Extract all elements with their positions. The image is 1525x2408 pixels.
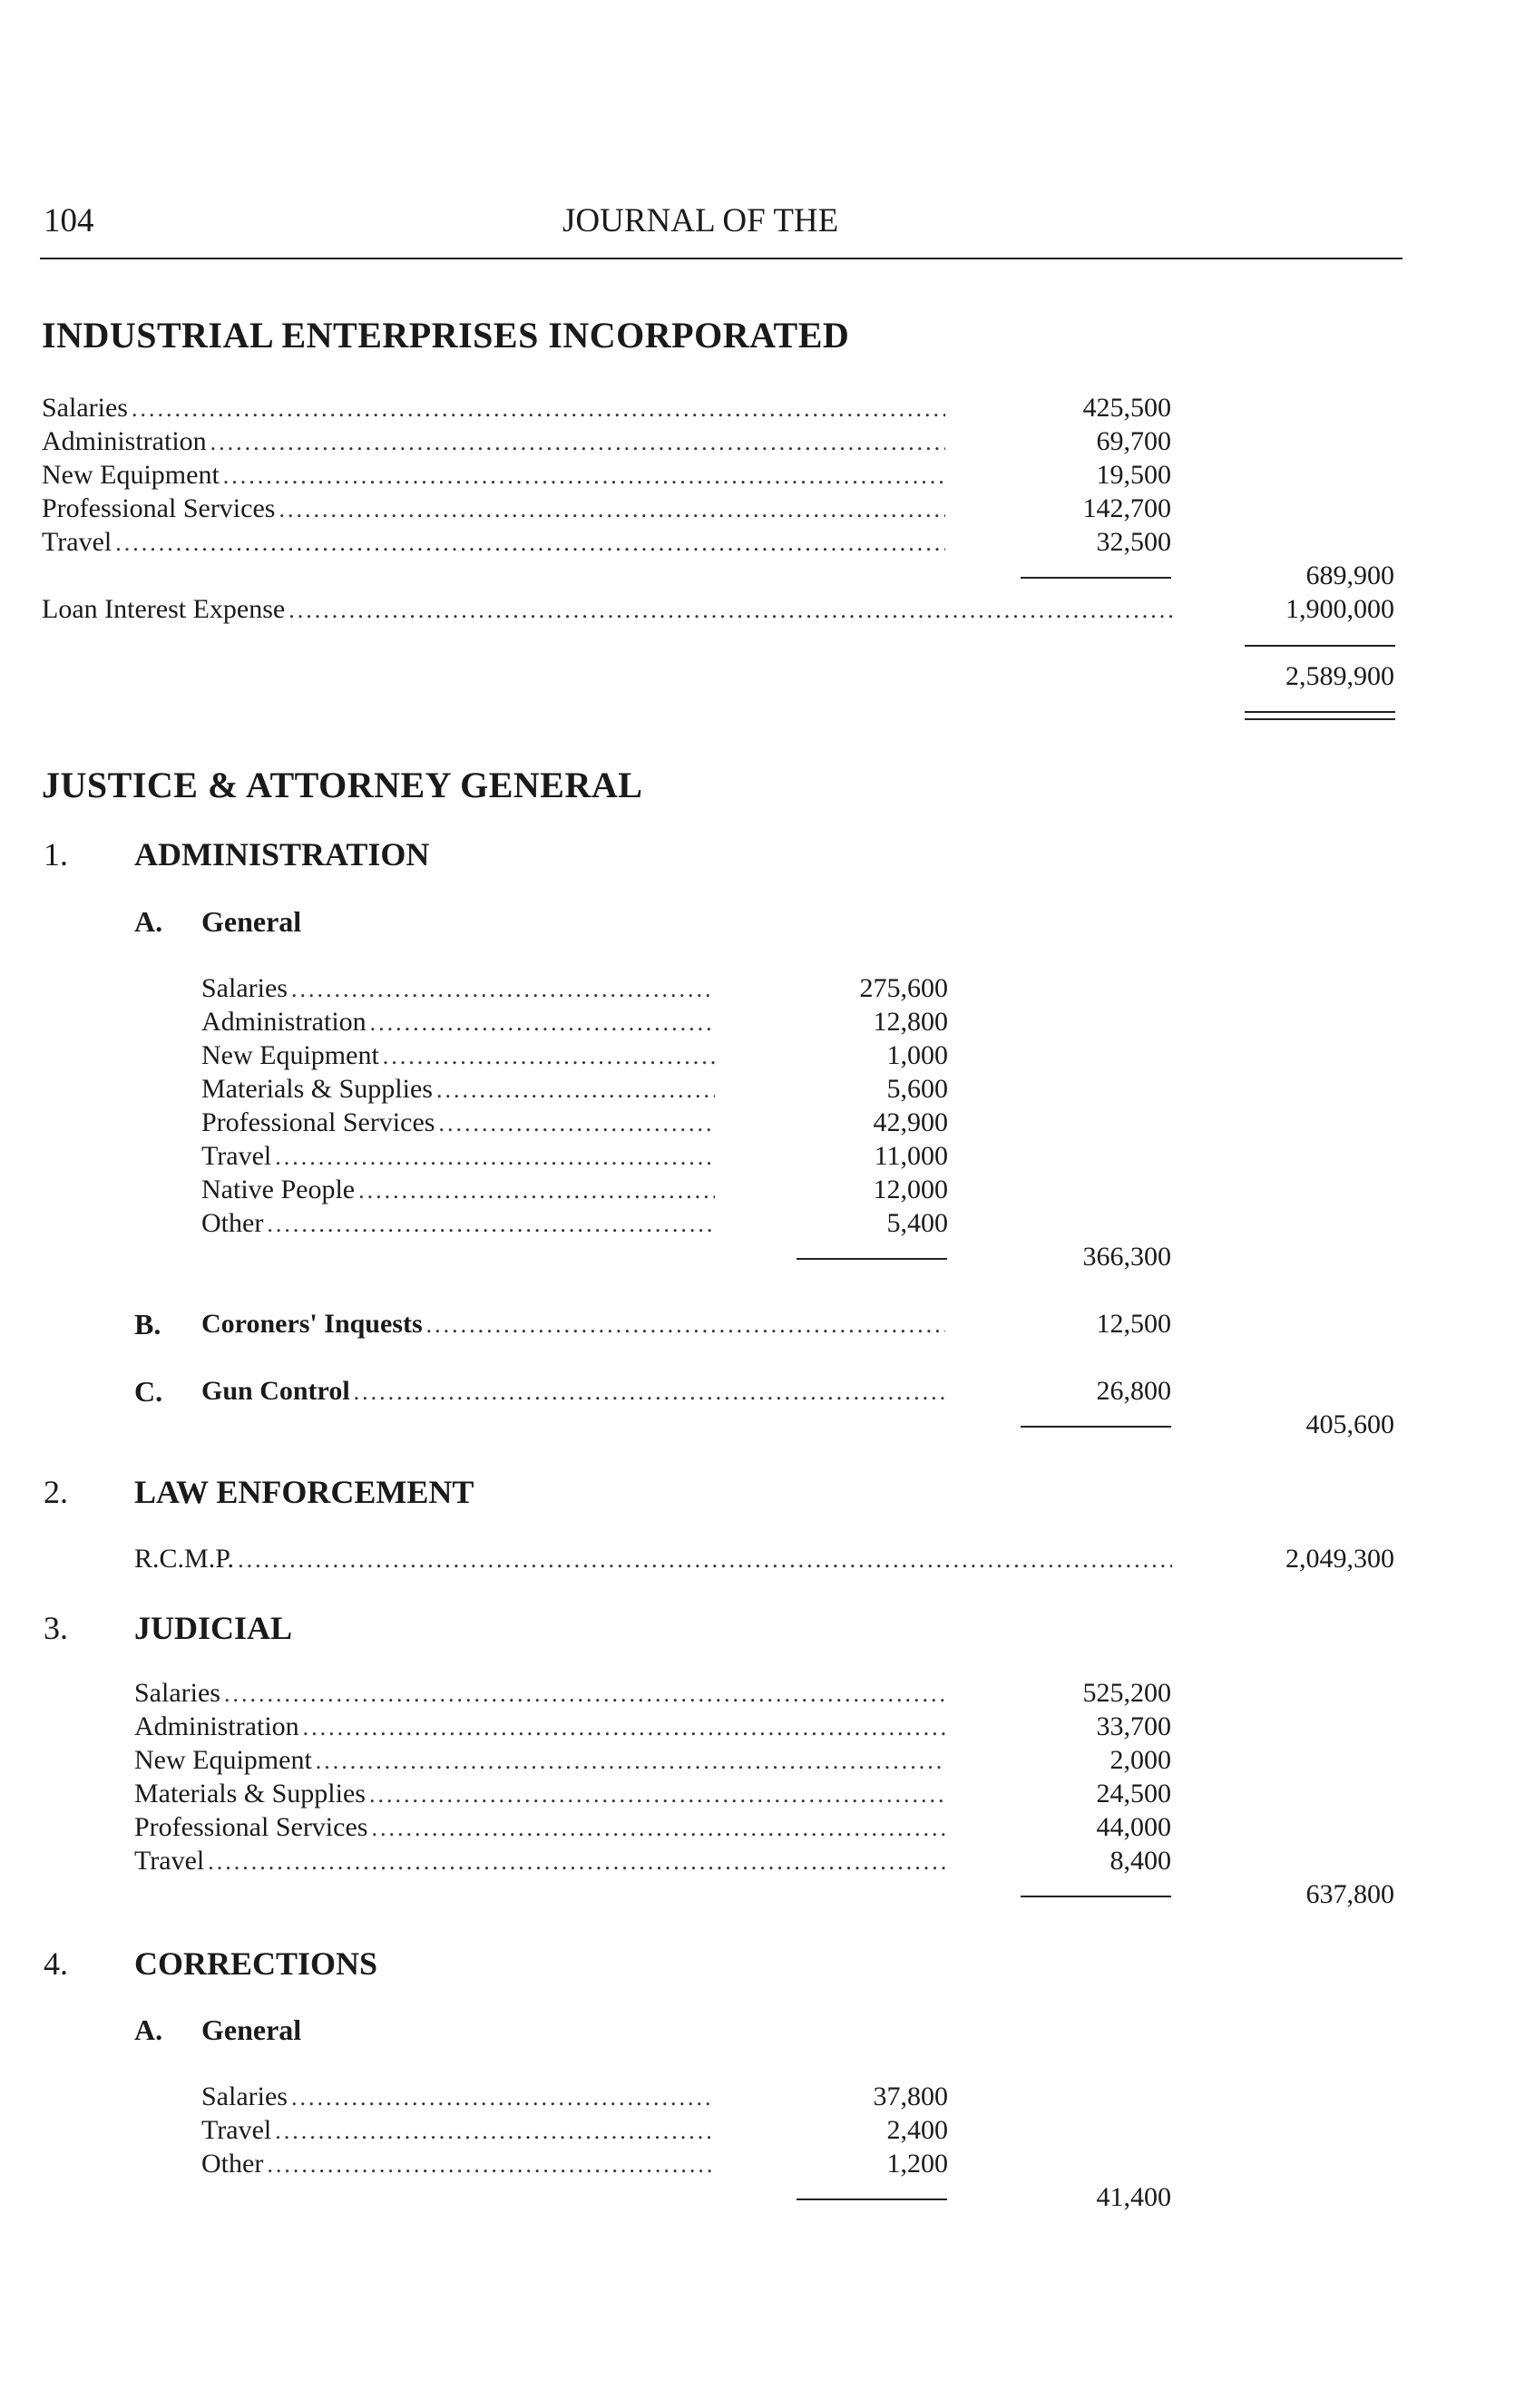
item-amount: 2,400	[886, 2115, 948, 2145]
item-label: New Equipment	[42, 460, 220, 490]
item-label: R.C.M.P.	[134, 1544, 235, 1574]
line-item	[42, 592, 1176, 627]
double-rule-bottom	[1245, 718, 1395, 720]
subsection-heading: General	[201, 905, 302, 938]
section-number: 2.	[44, 1474, 68, 1510]
section-number: 4.	[44, 1945, 68, 1982]
item-label: New Equipment	[134, 1745, 312, 1775]
line-item	[42, 391, 949, 425]
line-item	[201, 1206, 719, 1241]
section-heading: ADMINISTRATION	[134, 836, 430, 873]
subsection-letter: B.	[134, 1308, 161, 1340]
line-item	[134, 1710, 949, 1744]
subsection-heading: General	[201, 2013, 302, 2046]
dot-leader	[208, 1845, 945, 1879]
line-item	[134, 1542, 1176, 1576]
line-item	[42, 525, 949, 560]
dot-leader	[354, 1375, 945, 1409]
line-item	[201, 971, 719, 1006]
item-label: Salaries	[201, 2081, 288, 2111]
item-amount: 32,500	[1096, 527, 1171, 557]
item-amount: 1,200	[886, 2149, 948, 2179]
double-rule-top	[1245, 711, 1395, 713]
dot-leader	[238, 1543, 1172, 1577]
line-item	[42, 458, 949, 492]
section-total: 2,049,300	[1285, 1544, 1394, 1574]
item-label: Travel	[201, 1141, 272, 1171]
item-amount: 425,500	[1082, 393, 1171, 423]
section-number: 3.	[44, 1610, 68, 1646]
subtotal-rule	[1021, 1896, 1171, 1897]
subsection-letter: A.	[134, 2013, 163, 2046]
subtotal-rule	[797, 2198, 947, 2200]
dot-leader	[370, 1006, 715, 1040]
page-number: 104	[44, 202, 94, 239]
item-label: Other	[201, 1208, 264, 1238]
dot-leader	[275, 2114, 715, 2149]
dot-leader	[223, 459, 945, 493]
item-label: Native People	[201, 1175, 356, 1204]
item-amount: 26,800	[1096, 1376, 1171, 1406]
subsection-letter: A.	[134, 905, 163, 938]
section-heading: CORRECTIONS	[134, 1945, 378, 1982]
section-total: 637,800	[1305, 1879, 1394, 1909]
item-label: Materials & Supplies	[134, 1779, 366, 1808]
line-item	[201, 1038, 719, 1073]
dot-leader	[371, 1811, 945, 1846]
subtotal-amount: 689,900	[1305, 561, 1394, 590]
line-item	[134, 1743, 949, 1778]
item-label: New Equipment	[201, 1040, 379, 1070]
item-amount: 33,700	[1096, 1711, 1171, 1741]
subsection-letter: C.	[134, 1375, 163, 1408]
dot-leader	[303, 1711, 945, 1745]
item-amount: 275,600	[859, 973, 948, 1003]
dot-leader	[291, 2081, 715, 2115]
dot-leader	[279, 492, 945, 527]
item-label: Travel	[134, 1846, 205, 1876]
item-amount: 37,800	[873, 2081, 948, 2111]
item-label: Salaries	[42, 393, 128, 423]
dot-leader	[291, 972, 715, 1007]
item-amount: 11,000	[874, 1141, 948, 1171]
item-amount: 24,500	[1096, 1779, 1171, 1808]
item-label: Professional Services	[134, 1812, 368, 1842]
dot-leader	[438, 1107, 715, 1141]
dot-leader	[275, 1140, 715, 1175]
item-label: Materials & Supplies	[201, 1074, 433, 1104]
line-item	[201, 1173, 719, 1207]
subtotal-amount: 41,400	[1096, 2182, 1171, 2212]
item-label: Gun Control	[201, 1376, 350, 1406]
dot-leader	[132, 392, 945, 426]
dot-leader	[436, 1073, 715, 1107]
header-rule	[40, 258, 1403, 259]
item-label: Salaries	[201, 973, 288, 1003]
line-item	[42, 424, 949, 459]
item-amount: 8,400	[1110, 1846, 1171, 1876]
dot-leader	[267, 1207, 715, 1242]
total-amount: 2,589,900	[1285, 661, 1394, 691]
subtotal-rule	[1021, 577, 1171, 579]
dot-leader	[267, 2148, 715, 2182]
item-amount: 44,000	[1096, 1812, 1171, 1842]
item-amount: 12,800	[873, 1007, 948, 1037]
subtotal-rule	[1021, 1426, 1171, 1428]
subtotal-amount: 366,300	[1082, 1242, 1171, 1272]
item-label: Administration	[134, 1711, 299, 1741]
dot-leader	[383, 1039, 715, 1074]
iei-heading: INDUSTRIAL ENTERPRISES INCORPORATED	[42, 315, 850, 356]
item-amount: 5,400	[886, 1208, 948, 1238]
item-label: Administration	[201, 1007, 367, 1037]
section-total: 405,600	[1305, 1409, 1394, 1439]
total-rule	[1245, 645, 1395, 647]
line-item	[42, 492, 949, 526]
line-item	[201, 2080, 719, 2114]
line-item	[201, 2113, 719, 2148]
dot-leader	[115, 526, 945, 561]
item-amount: 1,000	[886, 1040, 948, 1070]
item-amount: 19,500	[1096, 460, 1171, 490]
item-label: Salaries	[134, 1678, 220, 1708]
item-label: Travel	[42, 527, 112, 557]
item-amount: 12,000	[873, 1175, 948, 1204]
item-amount: 1,900,000	[1285, 594, 1394, 624]
running-title: JOURNAL OF THE	[562, 202, 839, 239]
line-item	[201, 1005, 719, 1039]
item-label: Travel	[201, 2115, 272, 2145]
item-label: Coroners' Inquests	[201, 1309, 423, 1339]
dot-leader	[358, 1174, 715, 1208]
line-item	[201, 1072, 719, 1107]
line-item	[201, 1139, 719, 1174]
dot-leader	[316, 1744, 945, 1779]
line-item	[201, 2147, 719, 2181]
dot-leader	[224, 1677, 945, 1711]
line-item	[134, 1777, 949, 1811]
line-item	[134, 1810, 949, 1845]
dot-leader	[288, 593, 1172, 628]
item-amount: 69,700	[1096, 426, 1171, 456]
section-heading: LAW ENFORCEMENT	[134, 1474, 474, 1510]
justice-heading: JUSTICE & ATTORNEY GENERAL	[42, 765, 643, 805]
item-amount: 12,500	[1096, 1309, 1171, 1339]
line-item	[134, 1676, 949, 1711]
item-amount: 142,700	[1082, 493, 1171, 523]
section-heading: JUDICIAL	[134, 1610, 293, 1646]
dot-leader	[210, 425, 945, 460]
dot-leader	[426, 1308, 945, 1342]
item-amount: 42,900	[873, 1107, 948, 1137]
item-amount: 525,200	[1082, 1678, 1171, 1708]
item-label: Loan Interest Expense	[42, 594, 286, 624]
dot-leader	[369, 1778, 945, 1812]
section-number: 1.	[44, 836, 68, 873]
subtotal-rule	[797, 1258, 947, 1260]
item-label: Professional Services	[201, 1107, 435, 1137]
line-item	[201, 1307, 949, 1341]
item-amount: 5,600	[886, 1074, 948, 1104]
line-item	[201, 1374, 949, 1409]
item-label: Other	[201, 2149, 264, 2179]
item-label: Professional Services	[42, 493, 276, 523]
item-amount: 2,000	[1110, 1745, 1171, 1775]
line-item	[201, 1106, 719, 1140]
item-label: Administration	[42, 426, 207, 456]
line-item	[134, 1844, 949, 1878]
